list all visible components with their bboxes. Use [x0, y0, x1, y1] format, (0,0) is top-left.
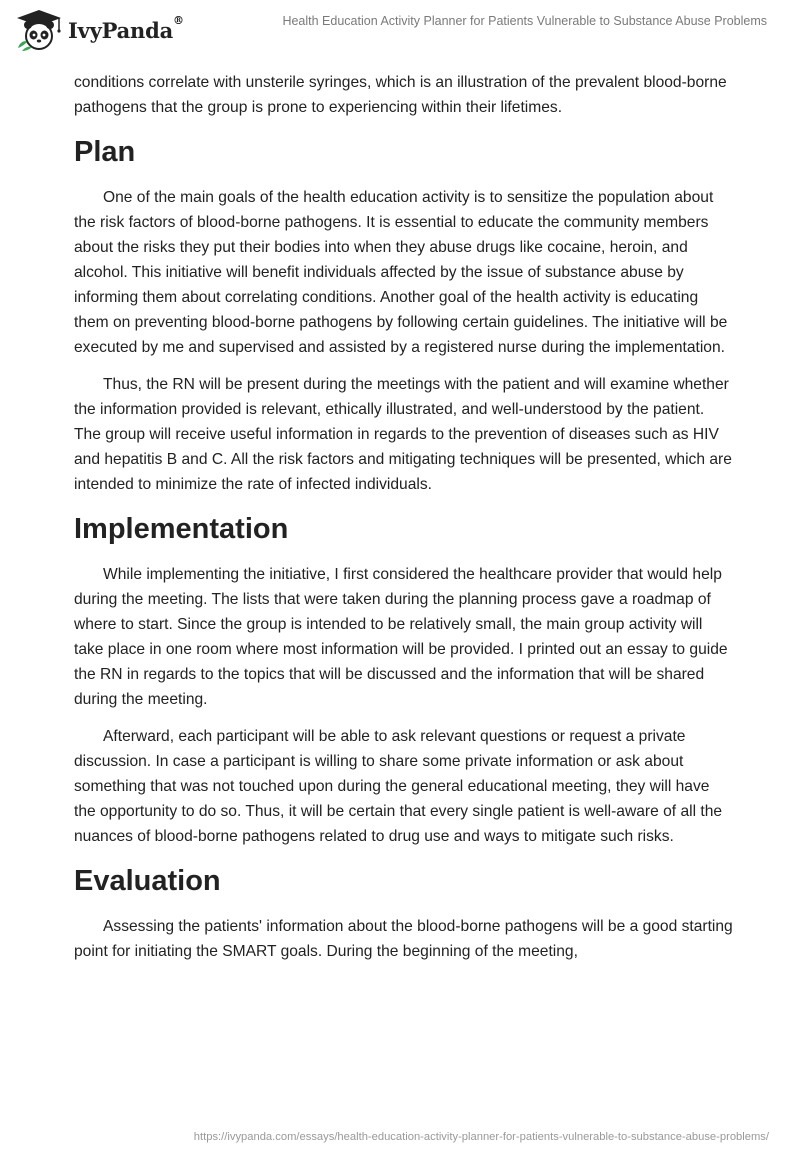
essay-body — [74, 70, 734, 976]
plan-paragraph-2: Thus, the RN will be present during the meetings with the patient and will examine whether the information provided is relevant, ethically illustrated, and well-understood by the patient. The group will receive useful information in regards to the prevention of diseases such as HIV and hepatitis B and C. All the risk factors and mitigating techniques will be presented, which are intended to minimize the rate of infected individuals. — [74, 376, 732, 493]
registered-mark: ® — [173, 13, 184, 27]
document-title: Health Education Activity Planner for Patients Vulnerable to Substance Abuse Problems — [282, 14, 767, 28]
section-heading-implementation: Implementation — [74, 513, 289, 545]
intro-paragraph: conditions correlate with unsterile syringes, which is an illustration of the prevalent blood-borne pathogens that the group is prone to experiencing within their lifetimes. — [74, 74, 727, 116]
brand-name: IvyPanda® — [68, 13, 184, 43]
plan-paragraph-1: One of the main goals of the health education activity is to sensitize the population about the risk factors of blood-borne pathogens. It is essential to educate the community members about the risks they put their bodies into when they abuse drugs like cocaine, heroin, and alcohol. This initiative will benefit individuals affected by the issue of substance abuse by informing them about correlating conditions. Another goal of the health activity is educating them on preventing blood-borne pathogens by following certain guidelines. The initiative will be executed by me and supervised and assisted by a registered nurse during the implementation. — [74, 189, 728, 356]
brand-logo[interactable] — [14, 8, 184, 52]
source-url[interactable]: https://ivypanda.com/essays/health-education-activity-planner-for-patients-vulnerable-to-substance-abuse-problems/ — [193, 1131, 769, 1143]
page-header — [0, 0, 800, 62]
section-heading-evaluation: Evaluation — [74, 865, 221, 897]
panda-graduate-icon — [14, 8, 64, 52]
implementation-paragraph-2: Afterward, each participant will be able to ask relevant questions or request a private discussion. In case a participant is willing to share some private information or ask about something that was not touched upon during the general educational meeting, they will have the opportunity to do so. Thus, it will be certain that every single patient is well-aware of all the nuances of blood-borne pathogens related to drug use and ways to mitigate such risks. — [74, 728, 723, 845]
section-heading-plan: Plan — [74, 136, 136, 168]
evaluation-paragraph-1: Assessing the patients' information about the blood-borne pathogens will be a good starting point for initiating the SMART goals. During the beginning of the meeting, — [74, 918, 733, 960]
implementation-paragraph-1: While implementing the initiative, I first considered the healthcare provider that would help during the meeting. The lists that were taken during the planning process gave a roadmap of where to start. Since the group is intended to be relatively small, the main group activity will take place in one room where most information will be provided. I printed out an essay to guide the RN in regards to the topics that will be discussed and the information that will be shared during the meeting. — [74, 566, 728, 708]
